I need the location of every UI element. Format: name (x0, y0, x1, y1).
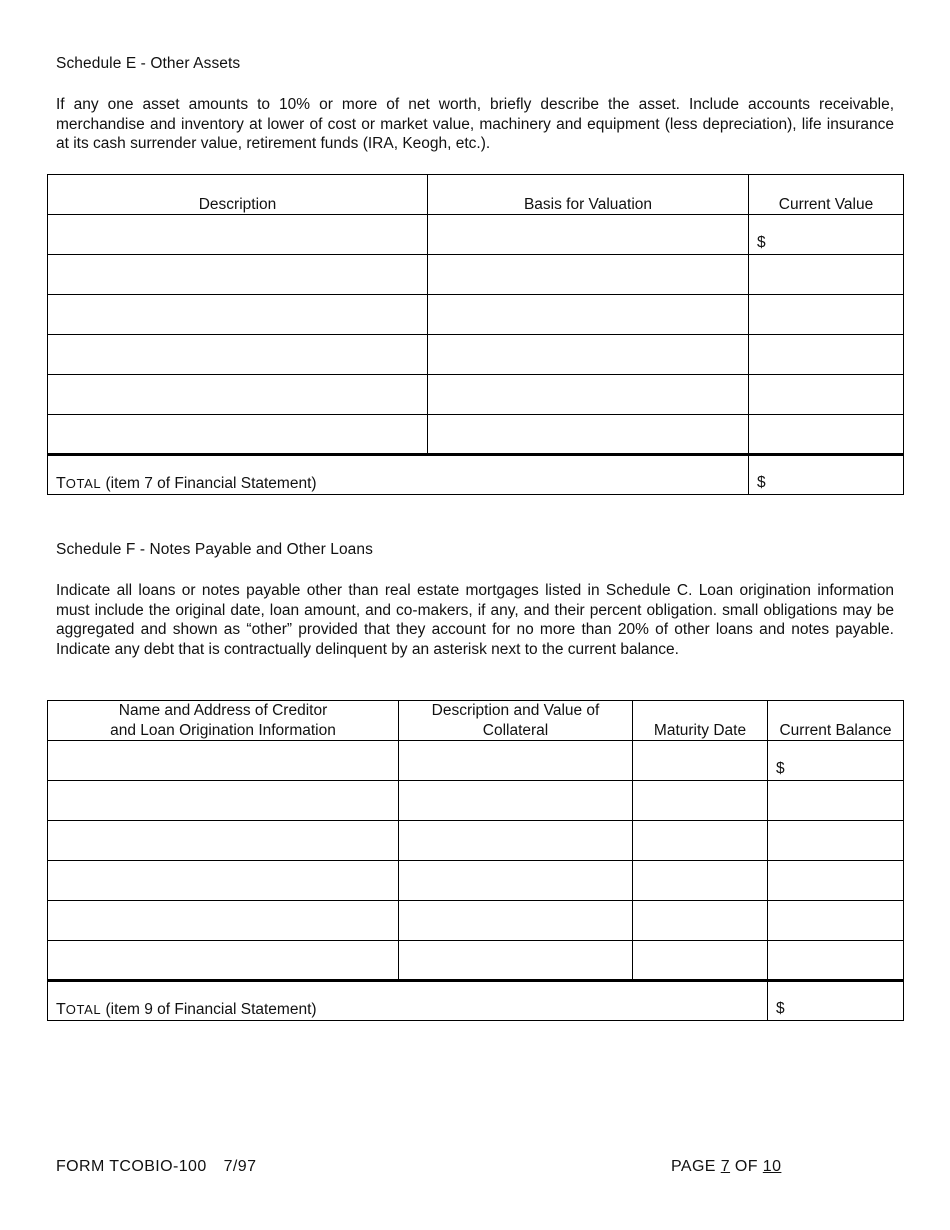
schedule-e-total-row (48, 455, 904, 495)
current-value-cell[interactable] (749, 335, 904, 375)
schedule-f-total-row (48, 981, 904, 1021)
current-value-cell[interactable] (749, 215, 904, 255)
balance-cell[interactable] (768, 781, 904, 821)
basis-cell[interactable] (428, 415, 749, 455)
total-label: TOTAL (item 9 of Financial Statement) (48, 981, 768, 1021)
balance-cell[interactable] (768, 821, 904, 861)
page-number: PAGE 7 OF 10 (671, 1158, 782, 1175)
table-row (48, 415, 904, 455)
basis-cell[interactable] (428, 255, 749, 295)
column-header-current-value: Current Value (749, 175, 904, 215)
description-cell[interactable] (48, 415, 428, 455)
current-value-cell[interactable] (749, 375, 904, 415)
collateral-cell[interactable] (399, 821, 633, 861)
collateral-cell[interactable] (399, 741, 633, 781)
maturity-cell[interactable] (633, 901, 768, 941)
table-row (48, 741, 904, 781)
schedule-f-header-row (48, 701, 904, 741)
description-cell[interactable] (48, 215, 428, 255)
schedule-e-header-row (48, 175, 904, 215)
balance-cell[interactable] (768, 861, 904, 901)
total-value-cell[interactable] (768, 981, 904, 1021)
column-header-description: Description (48, 175, 428, 215)
form-number: FORM TCOBIO-100 (56, 1158, 207, 1175)
description-cell[interactable] (48, 335, 428, 375)
basis-cell[interactable] (428, 335, 749, 375)
table-row (48, 335, 904, 375)
column-header-maturity-date: Maturity Date (633, 701, 768, 741)
description-cell[interactable] (48, 375, 428, 415)
balance-cell[interactable] (768, 741, 904, 781)
creditor-cell[interactable] (48, 941, 399, 981)
balance-cell[interactable] (768, 941, 904, 981)
maturity-cell[interactable] (633, 861, 768, 901)
dollar-sign: $ (757, 474, 766, 491)
creditor-cell[interactable] (48, 861, 399, 901)
schedule-f-heading: Schedule F - Notes Payable and Other Loans (56, 541, 373, 558)
column-header-basis-for-valuation: Basis for Valuation (428, 175, 749, 215)
schedule-f-table (47, 700, 904, 1021)
form-date: 7/97 (223, 1158, 257, 1175)
current-value-cell[interactable] (749, 415, 904, 455)
table-row (48, 901, 904, 941)
column-header-creditor: Name and Address of Creditor and Loan Origination Information (48, 701, 399, 741)
column-header-collateral: Description and Value of Collateral (399, 701, 633, 741)
current-value-cell[interactable] (749, 255, 904, 295)
current-value-cell[interactable] (749, 295, 904, 335)
collateral-cell[interactable] (399, 941, 633, 981)
table-row (48, 295, 904, 335)
total-value-cell[interactable] (749, 455, 904, 495)
creditor-cell[interactable] (48, 741, 399, 781)
basis-cell[interactable] (428, 215, 749, 255)
table-row (48, 215, 904, 255)
basis-cell[interactable] (428, 375, 749, 415)
total-pages: 10 (762, 1158, 782, 1175)
maturity-cell[interactable] (633, 941, 768, 981)
description-cell[interactable] (48, 255, 428, 295)
dollar-sign: $ (757, 234, 766, 251)
maturity-cell[interactable] (633, 741, 768, 781)
maturity-cell[interactable] (633, 821, 768, 861)
dollar-sign: $ (776, 760, 785, 777)
description-cell[interactable] (48, 295, 428, 335)
table-row (48, 781, 904, 821)
table-row (48, 821, 904, 861)
basis-cell[interactable] (428, 295, 749, 335)
dollar-sign: $ (776, 1000, 785, 1017)
column-header-current-balance: Current Balance (768, 701, 904, 741)
current-page: 7 (720, 1158, 731, 1175)
schedule-e-table (47, 174, 904, 495)
schedule-e-heading: Schedule E - Other Assets (56, 55, 241, 72)
creditor-cell[interactable] (48, 901, 399, 941)
table-row (48, 255, 904, 295)
table-row (48, 861, 904, 901)
balance-cell[interactable] (768, 901, 904, 941)
form-id-footer (56, 1158, 256, 1176)
table-row (48, 375, 904, 415)
schedule-e-instructions: If any one asset amounts to 10% or more of net worth, briefly describe the asset. Include accounts receivable, merchandise and inventory at lower of cost or market value, machinery and equipment (less depreciation), life insurance at its cash surrender value, retirement funds (IRA, Keogh, etc.). (56, 96, 894, 153)
creditor-cell[interactable] (48, 821, 399, 861)
table-row (48, 941, 904, 981)
collateral-cell[interactable] (399, 901, 633, 941)
creditor-cell[interactable] (48, 781, 399, 821)
total-label: TOTAL (item 7 of Financial Statement) (48, 455, 749, 495)
maturity-cell[interactable] (633, 781, 768, 821)
collateral-cell[interactable] (399, 781, 633, 821)
schedule-f-instructions: Indicate all loans or notes payable other than real estate mortgages listed in Schedule C. Loan origination information must include the original date, loan amount, and co-makers, if any, and their percent obligation. small obligations may be aggregated and shown as “other” provided that they account for no more than 20% of other loans and notes payable. Indicate any debt that is contractually delinquent by an asterisk next to the current balance. (56, 582, 894, 658)
collateral-cell[interactable] (399, 861, 633, 901)
